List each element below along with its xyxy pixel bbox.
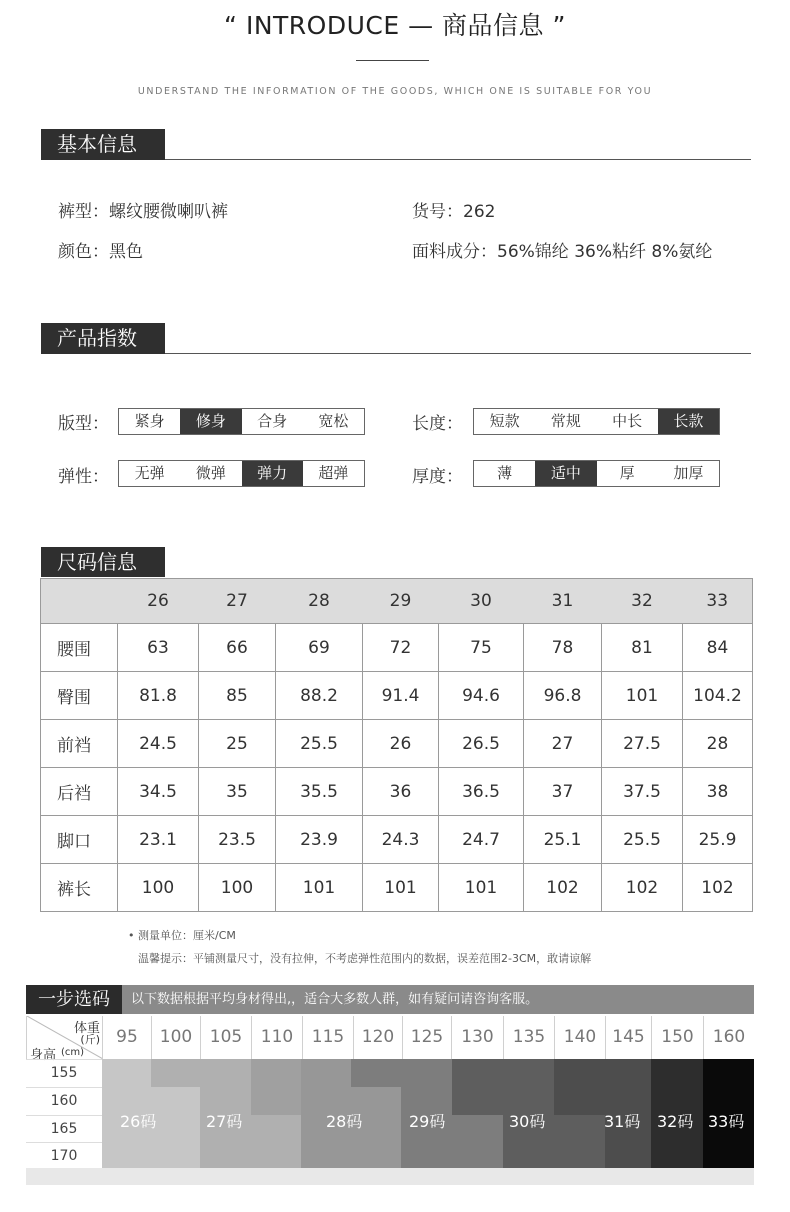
size-label: 30码 xyxy=(509,1112,546,1131)
table-cell: 35 xyxy=(199,768,276,816)
table-cell: 81 xyxy=(602,624,683,672)
row-label: 脚口 xyxy=(41,816,118,864)
length-selector xyxy=(473,408,720,435)
fit-option: 修身 xyxy=(180,409,241,434)
table-cell: 101 xyxy=(363,864,439,912)
table-cell: 66 xyxy=(199,624,276,672)
table-row xyxy=(41,624,753,672)
fit-option: 紧身 xyxy=(134,412,165,430)
thickness-option: 厚 xyxy=(619,464,635,482)
table-cell: 28 xyxy=(683,720,753,768)
table-cell: 96.8 xyxy=(524,672,602,720)
elastic-option: 微弹 xyxy=(195,464,226,482)
thickness-label: 厚度： xyxy=(412,467,463,487)
size-zone xyxy=(251,1115,301,1168)
weight-label: 体重 xyxy=(73,1021,100,1036)
table-cell: 37 xyxy=(524,768,602,816)
table-cell: 81.8 xyxy=(118,672,199,720)
table-cell: 102 xyxy=(524,864,602,912)
table-cell: 27 xyxy=(524,720,602,768)
table-cell: 25.1 xyxy=(524,816,602,864)
thickness-option: 加厚 xyxy=(673,464,704,482)
table-cell: 26.5 xyxy=(439,720,524,768)
elastic-option: 无弹 xyxy=(134,464,165,482)
table-cell: 23.9 xyxy=(276,816,363,864)
size-header: 30 xyxy=(439,579,524,624)
size-header: 28 xyxy=(276,579,363,624)
length-option: 短款 xyxy=(489,412,520,430)
thickness-option: 适中 xyxy=(535,461,596,486)
size-label: 33码 xyxy=(708,1112,745,1131)
table-cell: 36 xyxy=(363,768,439,816)
size-header: 27 xyxy=(199,579,276,624)
length-option: 长款 xyxy=(658,409,719,434)
weight-value: 135 xyxy=(503,1016,554,1059)
size-label: 32码 xyxy=(657,1112,694,1131)
table-cell: 25.9 xyxy=(683,816,753,864)
weight-value: 130 xyxy=(451,1016,503,1059)
section-rule xyxy=(165,159,751,160)
size-label: 28码 xyxy=(326,1112,363,1131)
size-zone xyxy=(452,1115,503,1168)
table-cell: 25 xyxy=(199,720,276,768)
elastic-option: 弹力 xyxy=(242,461,303,486)
table-cell: 27.5 xyxy=(602,720,683,768)
weight-value: 140 xyxy=(554,1016,605,1059)
fabric-info: 面料成分：56%锦纶 36%粘纤 8%氨纶 xyxy=(412,242,713,262)
section-heading-index: 产品指数 xyxy=(41,323,165,354)
table-cell: 23.1 xyxy=(118,816,199,864)
table-cell: 24.3 xyxy=(363,816,439,864)
weight-value: 95 xyxy=(102,1016,151,1059)
height-label: 身高 xyxy=(30,1048,57,1063)
table-cell: 100 xyxy=(199,864,276,912)
item-number: 货号：262 xyxy=(412,202,496,222)
size-label: 27码 xyxy=(206,1112,243,1131)
weight-value: 150 xyxy=(651,1016,703,1059)
row-label: 臀围 xyxy=(41,672,118,720)
tip-note: 温馨提示：平铺测量尺寸，没有拉伸，不考虑弹性范围内的数据，误差范围2-3CM，敢请谅解 xyxy=(138,952,592,965)
table-cell: 101 xyxy=(602,672,683,720)
height-value: 160 xyxy=(26,1087,102,1114)
table-cell: 102 xyxy=(683,864,753,912)
size-header: 29 xyxy=(363,579,439,624)
thickness-selector xyxy=(473,460,720,487)
fit-option: 宽松 xyxy=(318,412,349,430)
table-cell: 63 xyxy=(118,624,199,672)
size-header: 31 xyxy=(524,579,602,624)
page-subtitle: UNDERSTAND THE INFORMATION OF THE GOODS, WHICH ONE IS SUITABLE FOR YOU xyxy=(137,86,653,97)
size-zone xyxy=(151,1087,200,1168)
weight-value: 110 xyxy=(251,1016,302,1059)
row-label: 裤长 xyxy=(41,864,118,912)
row-label: 后裆 xyxy=(41,768,118,816)
weight-value: 160 xyxy=(703,1016,754,1059)
elastic-option: 超弹 xyxy=(318,464,349,482)
size-table xyxy=(40,578,753,912)
table-row xyxy=(41,720,753,768)
table-cell: 36.5 xyxy=(439,768,524,816)
weight-value: 100 xyxy=(151,1016,200,1059)
table-cell: 26 xyxy=(363,720,439,768)
section-heading-size: 尺码信息 xyxy=(41,547,165,577)
size-zone xyxy=(151,1059,200,1087)
table-cell: 25.5 xyxy=(602,816,683,864)
length-option: 常规 xyxy=(550,412,581,430)
size-zone xyxy=(554,1059,605,1115)
size-guide-title: 一步选码 xyxy=(26,985,122,1014)
page-title: “ INTRODUCE — 商品信息 ” xyxy=(224,11,566,40)
size-zone xyxy=(452,1059,503,1115)
size-zone xyxy=(351,1059,401,1087)
size-label: 29码 xyxy=(409,1112,446,1131)
thickness-option: 薄 xyxy=(497,464,513,482)
table-row xyxy=(41,816,753,864)
table-row xyxy=(41,864,753,912)
size-zone xyxy=(554,1115,605,1168)
size-zone xyxy=(251,1087,301,1115)
unit-note: • 测量单位：厘米/CM xyxy=(128,929,236,942)
table-cell: 37.5 xyxy=(602,768,683,816)
table-cell: 25.5 xyxy=(276,720,363,768)
table-cell: 75 xyxy=(439,624,524,672)
weight-value: 145 xyxy=(605,1016,651,1059)
table-cell: 23.5 xyxy=(199,816,276,864)
weight-value: 125 xyxy=(402,1016,451,1059)
table-cell: 101 xyxy=(439,864,524,912)
guide-footer-strip xyxy=(26,1168,754,1185)
color-info: 颜色：黑色 xyxy=(58,242,143,262)
table-cell: 38 xyxy=(683,768,753,816)
length-label: 长度： xyxy=(412,414,463,434)
weight-value: 115 xyxy=(302,1016,353,1059)
table-cell: 69 xyxy=(276,624,363,672)
table-cell: 35.5 xyxy=(276,768,363,816)
title-divider xyxy=(356,60,429,61)
row-label: 腰围 xyxy=(41,624,118,672)
height-value: 170 xyxy=(26,1142,102,1169)
table-cell: 24.7 xyxy=(439,816,524,864)
table-cell: 91.4 xyxy=(363,672,439,720)
table-row xyxy=(41,768,753,816)
table-cell: 102 xyxy=(602,864,683,912)
fit-label: 版型： xyxy=(58,414,109,434)
size-header: 33 xyxy=(683,579,753,624)
height-value: 165 xyxy=(26,1115,102,1142)
table-corner xyxy=(41,579,118,624)
weight-value: 120 xyxy=(353,1016,402,1059)
size-header: 26 xyxy=(118,579,199,624)
table-cell: 78 xyxy=(524,624,602,672)
height-value: 155 xyxy=(26,1059,102,1086)
size-label: 31码 xyxy=(604,1112,641,1131)
section-heading-basic: 基本信息 xyxy=(41,129,165,160)
table-cell: 100 xyxy=(118,864,199,912)
fit-option: 合身 xyxy=(257,412,288,430)
elastic-selector xyxy=(118,460,365,487)
size-zone xyxy=(251,1059,301,1087)
height-unit: (cm) xyxy=(61,1047,85,1058)
table-cell: 88.2 xyxy=(276,672,363,720)
table-cell: 85 xyxy=(199,672,276,720)
row-label: 前裆 xyxy=(41,720,118,768)
table-cell: 34.5 xyxy=(118,768,199,816)
size-label: 26码 xyxy=(120,1112,157,1131)
pants-type: 裤型：螺纹腰微喇叭裤 xyxy=(58,202,228,222)
table-cell: 84 xyxy=(683,624,753,672)
section-rule xyxy=(165,353,751,354)
table-cell: 72 xyxy=(363,624,439,672)
table-row xyxy=(41,672,753,720)
size-header: 32 xyxy=(602,579,683,624)
fit-selector xyxy=(118,408,365,435)
size-guide-desc: 以下数据根据平均身材得出,，适合大多数人群，如有疑问请咨询客服。 xyxy=(131,992,539,1007)
length-option: 中长 xyxy=(612,412,643,430)
elastic-label: 弹性： xyxy=(58,467,109,487)
table-cell: 94.6 xyxy=(439,672,524,720)
table-cell: 101 xyxy=(276,864,363,912)
weight-unit: (斤) xyxy=(80,1033,100,1046)
table-cell: 24.5 xyxy=(118,720,199,768)
table-cell: 104.2 xyxy=(683,672,753,720)
guide-corner xyxy=(26,1016,102,1063)
weight-value: 105 xyxy=(200,1016,251,1059)
